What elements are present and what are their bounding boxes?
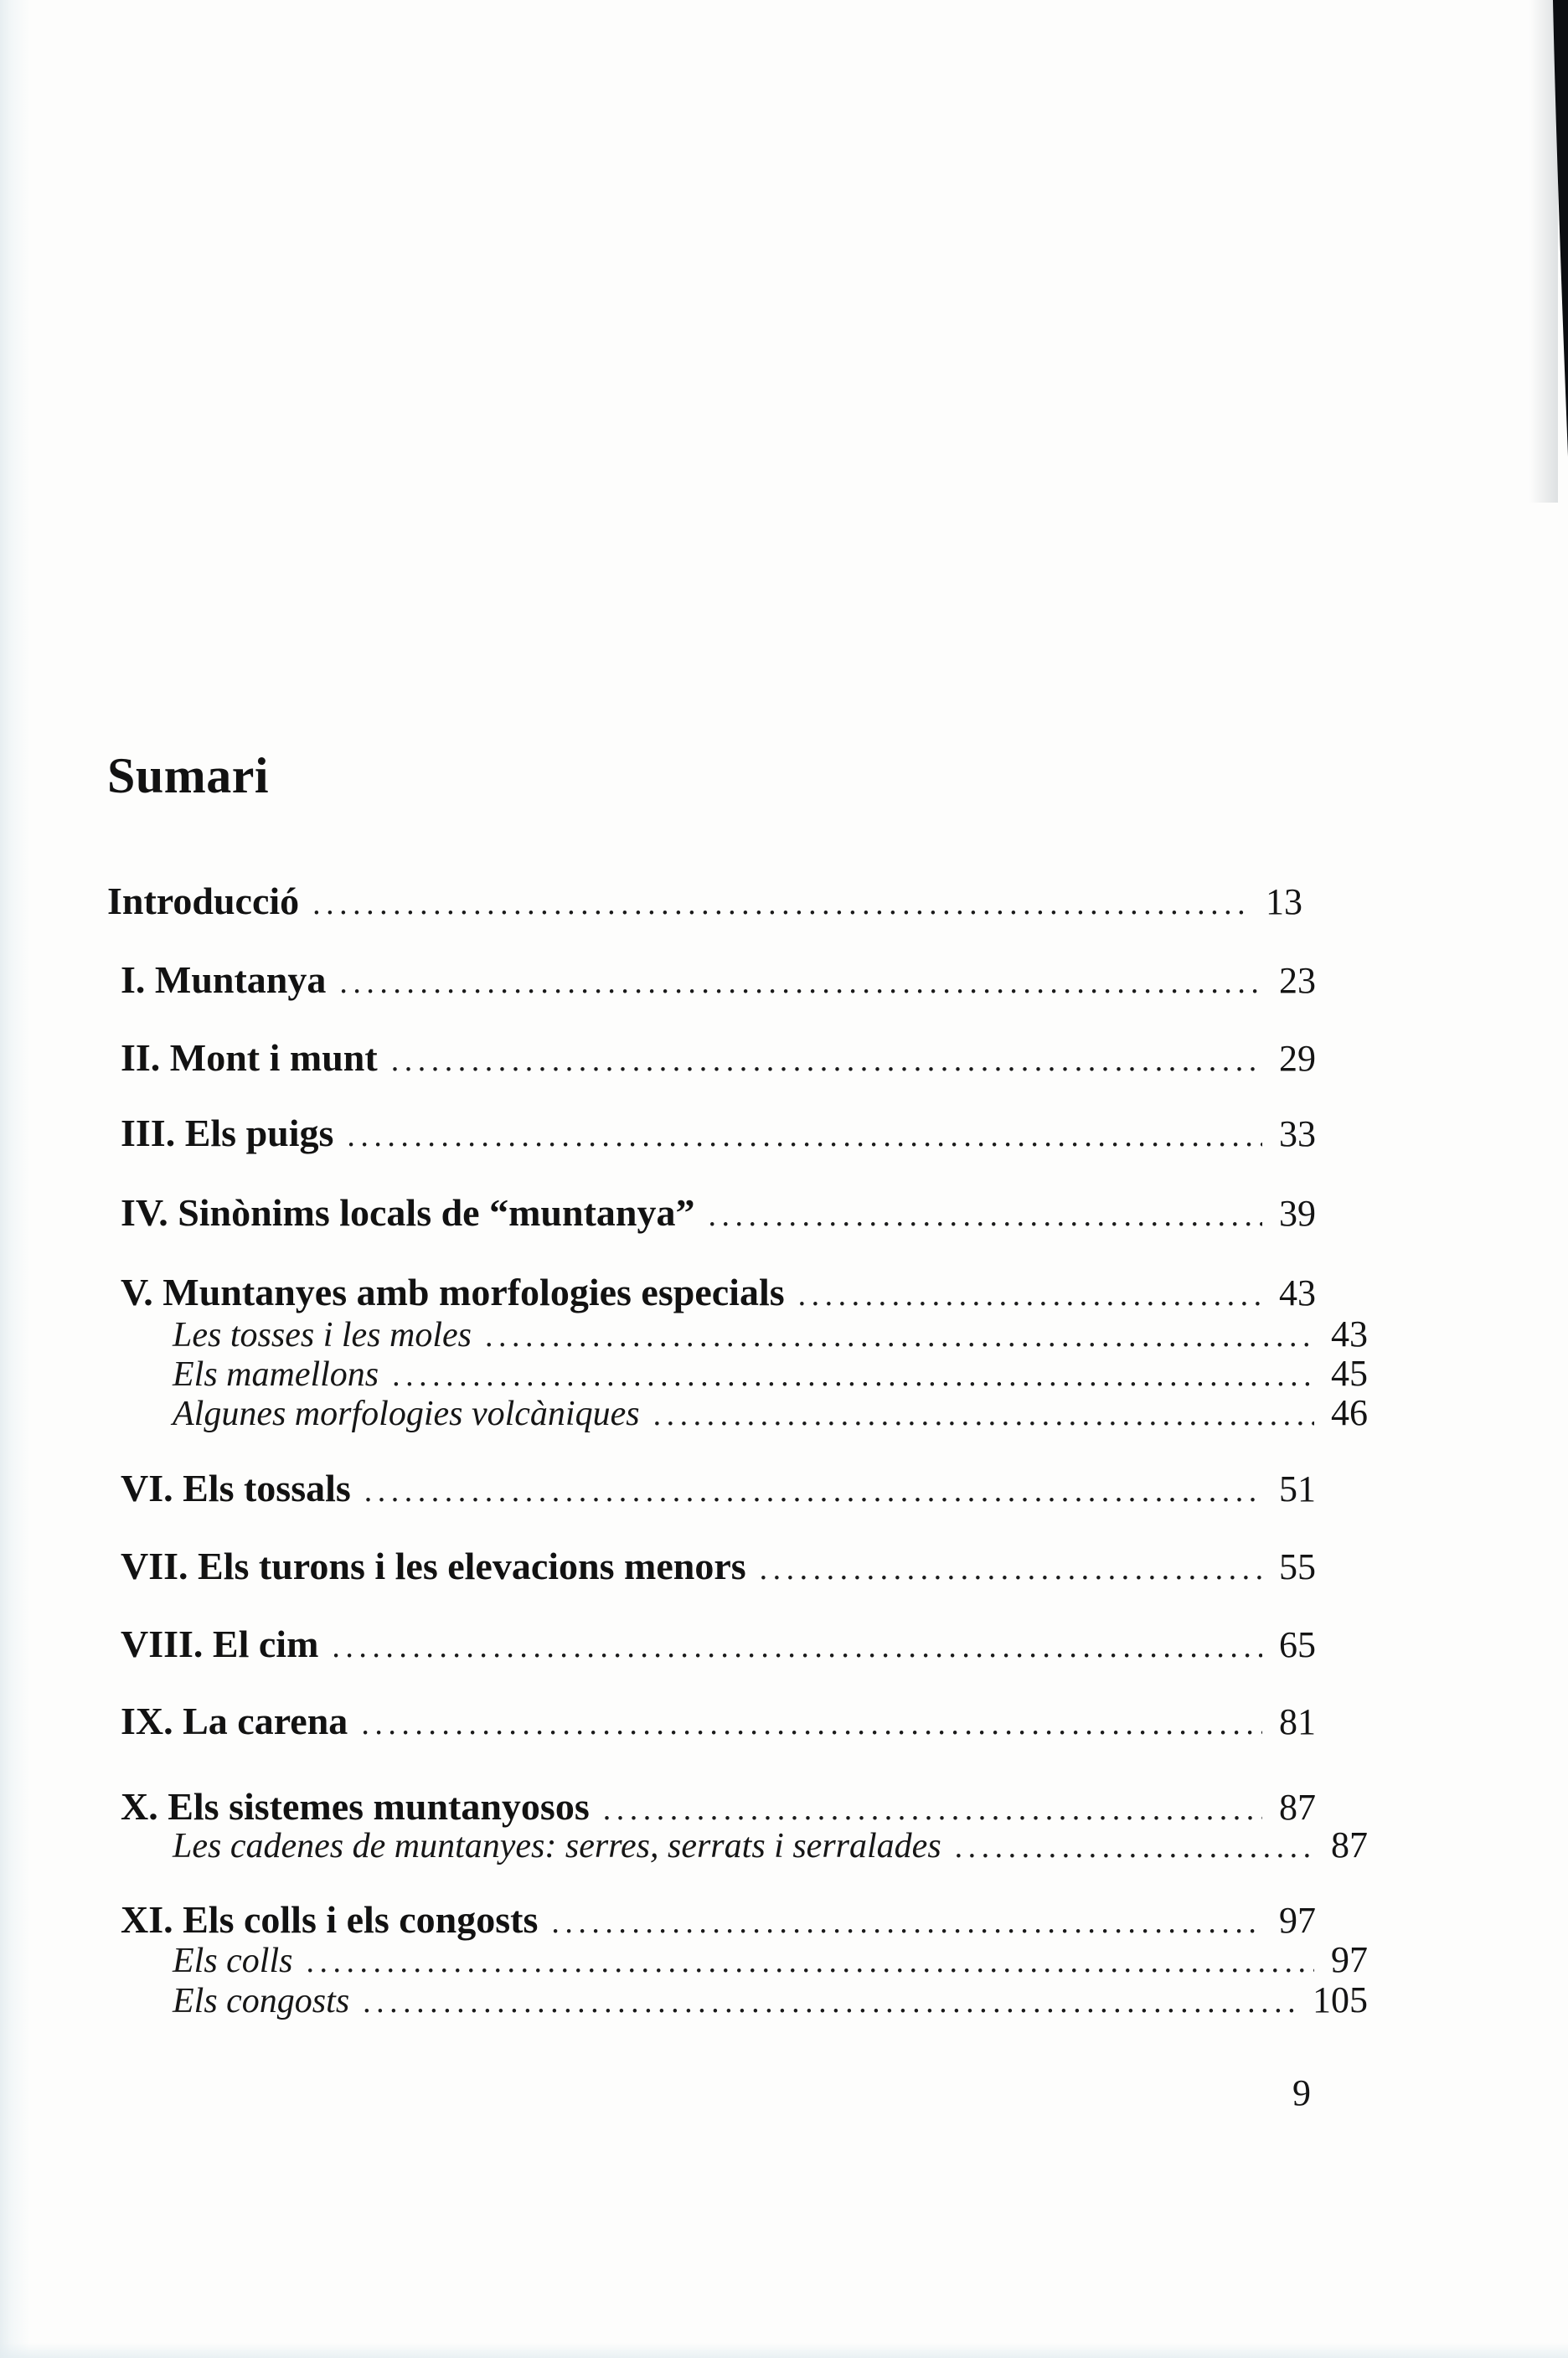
toc-leader-dots bbox=[339, 967, 1262, 1000]
toc-leader-dots bbox=[361, 1708, 1262, 1741]
toc-entry-page: 33 bbox=[1279, 1113, 1316, 1154]
toc-entry-label: X. Els sistemes muntanyosos bbox=[121, 1785, 590, 1828]
toc-entry-label: Els colls bbox=[173, 1942, 293, 1980]
toc-entry bbox=[107, 960, 1316, 1000]
toc-entry bbox=[107, 1315, 1368, 1354]
toc-leader-dots bbox=[364, 1475, 1262, 1509]
toc-entry-page: 105 bbox=[1313, 1979, 1368, 2020]
toc-leader-dots bbox=[709, 1200, 1263, 1233]
toc-entry bbox=[107, 881, 1302, 921]
toc-entry-label: XI. Els colls i els congosts bbox=[121, 1898, 539, 1941]
toc-entry-page: 23 bbox=[1279, 960, 1316, 1001]
toc-leader-dots bbox=[391, 1045, 1262, 1078]
toc-entry bbox=[107, 1826, 1368, 1865]
toc-entry-label: IV. Sinònims locals de “muntanya” bbox=[121, 1191, 695, 1234]
toc-leader-dots bbox=[332, 1631, 1262, 1664]
toc-leader-dots bbox=[653, 1399, 1314, 1432]
toc-leader-dots bbox=[392, 1360, 1314, 1393]
toc-entry bbox=[107, 1193, 1316, 1233]
toc-entry-label: Els mamellons bbox=[173, 1355, 379, 1394]
toc-leader-dots bbox=[760, 1553, 1262, 1587]
toc-entry bbox=[107, 1701, 1316, 1741]
toc-entry-page: 65 bbox=[1279, 1624, 1316, 1665]
toc-leader-dots bbox=[551, 1907, 1262, 1940]
toc-entry-label: Algunes morfologies volcàniques bbox=[173, 1395, 640, 1433]
toc-entry-label: IX. La carena bbox=[121, 1700, 348, 1742]
toc-entry-page: 87 bbox=[1331, 1824, 1368, 1865]
toc-leader-dots bbox=[955, 1831, 1314, 1865]
toc-entry bbox=[107, 1468, 1316, 1509]
toc-entry bbox=[107, 1394, 1368, 1432]
toc-entry-label: I. Muntanya bbox=[121, 958, 327, 1001]
toc-leader-dots bbox=[603, 1793, 1262, 1827]
toc-leader-dots bbox=[363, 1986, 1297, 2020]
toc-entry-page: 55 bbox=[1279, 1546, 1316, 1587]
toc-entry-label: V. Muntanyes amb morfologies especials bbox=[121, 1271, 785, 1313]
toc-entry-page: 97 bbox=[1279, 1900, 1316, 1941]
toc-entry-label: VII. Els turons i les elevacions menors bbox=[121, 1545, 746, 1587]
toc-entry bbox=[107, 1900, 1316, 1940]
toc-entry-page: 39 bbox=[1279, 1193, 1316, 1234]
toc-entry bbox=[107, 1941, 1368, 1979]
toc-entry-label: III. Els puigs bbox=[121, 1112, 334, 1154]
toc-entry-page: 43 bbox=[1279, 1272, 1316, 1313]
toc-entry-page: 97 bbox=[1331, 1939, 1368, 1980]
toc-entry-label: VIII. El cim bbox=[121, 1623, 319, 1665]
toc-entry-page: 45 bbox=[1331, 1353, 1368, 1394]
toc-entry-label: Les tosses i les moles bbox=[173, 1316, 472, 1354]
toc-entry-page: 13 bbox=[1266, 881, 1302, 922]
toc-entry-label: Els congosts bbox=[173, 1982, 350, 2020]
toc-leader-dots bbox=[798, 1279, 1262, 1313]
toc-entry-label: Introducció bbox=[107, 880, 300, 922]
toc-leader-dots bbox=[307, 1946, 1315, 1979]
toc-entry bbox=[107, 1113, 1316, 1153]
toc-leader-dots bbox=[485, 1320, 1314, 1354]
toc-entry bbox=[107, 1354, 1368, 1393]
page-number: 9 bbox=[1292, 2072, 1311, 2113]
toc-entry-label: Les cadenes de muntanyes: serres, serrats i serralades bbox=[173, 1827, 941, 1865]
toc-leader-dots bbox=[312, 888, 1249, 921]
toc-entry bbox=[107, 1787, 1316, 1827]
toc-entry bbox=[107, 1038, 1316, 1078]
toc-entry-page: 87 bbox=[1279, 1787, 1316, 1828]
page-title: Sumari bbox=[107, 748, 270, 803]
toc-entry bbox=[107, 1272, 1316, 1313]
toc-entry-page: 81 bbox=[1279, 1701, 1316, 1742]
toc-entry-page: 43 bbox=[1331, 1313, 1368, 1354]
toc-entry-label: VI. Els tossals bbox=[121, 1467, 351, 1509]
toc-entry-page: 51 bbox=[1279, 1468, 1316, 1509]
toc-entry bbox=[107, 1981, 1368, 2020]
toc-entry-page: 46 bbox=[1331, 1392, 1368, 1433]
toc-entry bbox=[107, 1546, 1316, 1587]
toc-entry bbox=[107, 1624, 1316, 1664]
toc-entry-page: 29 bbox=[1279, 1038, 1316, 1079]
toc-entry-label: II. Mont i munt bbox=[121, 1036, 378, 1079]
toc-leader-dots bbox=[347, 1120, 1262, 1153]
